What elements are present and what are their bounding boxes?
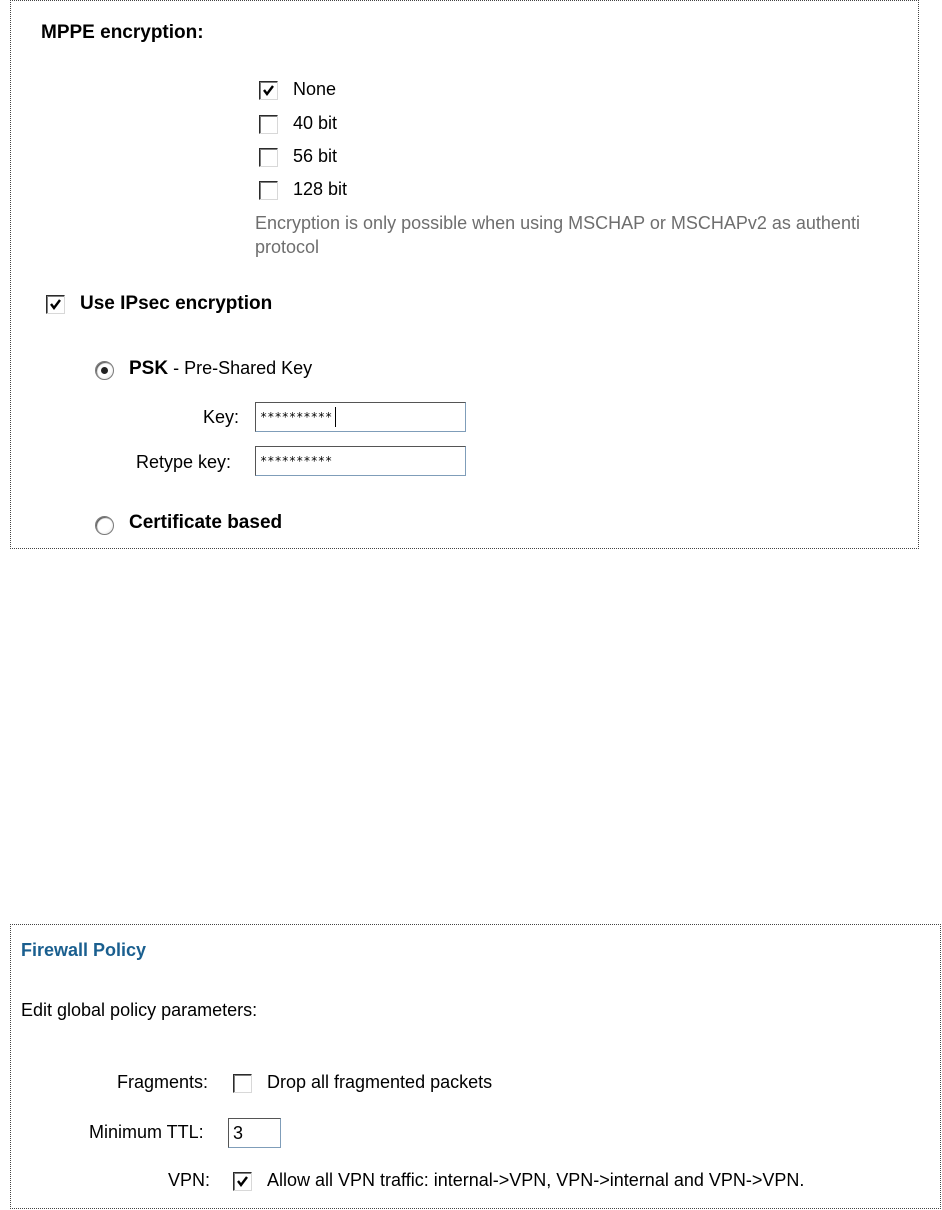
- certificate-label: Certificate based: [129, 512, 283, 533]
- psk-label: [129, 358, 312, 380]
- use-ipsec-label: Use IPsec encryption: [80, 293, 273, 314]
- text-caret: [335, 407, 336, 427]
- mppe-56bit-label: 56 bit: [293, 146, 338, 166]
- psk-radio[interactable]: [95, 361, 114, 380]
- use-ipsec-checkbox[interactable]: [46, 295, 65, 314]
- certificate-radio[interactable]: [95, 516, 114, 535]
- mppe-40bit-checkbox[interactable]: [259, 115, 278, 134]
- mppe-title: MPPE encryption:: [41, 22, 204, 43]
- minimum-ttl-input[interactable]: [228, 1118, 281, 1148]
- checkmark-icon: [235, 1174, 250, 1189]
- key-input[interactable]: [255, 402, 466, 432]
- checkmark-icon: [48, 297, 63, 312]
- drop-fragments-label: Drop all fragmented packets: [267, 1072, 493, 1092]
- mppe-56bit-checkbox[interactable]: [259, 148, 278, 167]
- minimum-ttl-label: Minimum TTL:: [89, 1122, 204, 1142]
- mppe-128bit-checkbox[interactable]: [259, 181, 278, 200]
- psk-label-rest: - Pre-Shared Key: [168, 358, 313, 378]
- checkmark-icon: [261, 83, 276, 98]
- fragments-label: Fragments:: [117, 1072, 209, 1092]
- firewall-subtitle: Edit global policy parameters:: [21, 1000, 258, 1020]
- mppe-none-label: None: [293, 79, 337, 99]
- mppe-hint-line2: protocol: [255, 237, 320, 257]
- retype-key-label: Retype key:: [136, 452, 232, 472]
- mppe-128bit-label: 128 bit: [293, 179, 348, 199]
- drop-fragments-checkbox[interactable]: [233, 1074, 252, 1093]
- vpn-label: VPN:: [168, 1170, 211, 1190]
- retype-key-input[interactable]: [255, 446, 466, 476]
- mppe-40bit-label: 40 bit: [293, 113, 338, 133]
- psk-label-bold: PSK: [129, 358, 169, 379]
- encryption-panel: [10, 0, 919, 549]
- radio-selected-icon: [101, 367, 108, 374]
- allow-vpn-label: Allow all VPN traffic: internal->VPN, VPN->internal and VPN->VPN.: [267, 1170, 805, 1190]
- mppe-hint-line1: Encryption is only possible when using MSCHAP or MSCHAPv2 as authenti: [255, 213, 860, 233]
- mppe-none-checkbox[interactable]: [259, 81, 278, 100]
- allow-vpn-checkbox[interactable]: [233, 1172, 252, 1191]
- firewall-policy-title: Firewall Policy: [21, 940, 147, 960]
- firewall-policy-panel: [10, 924, 941, 1209]
- key-label: Key:: [203, 407, 240, 427]
